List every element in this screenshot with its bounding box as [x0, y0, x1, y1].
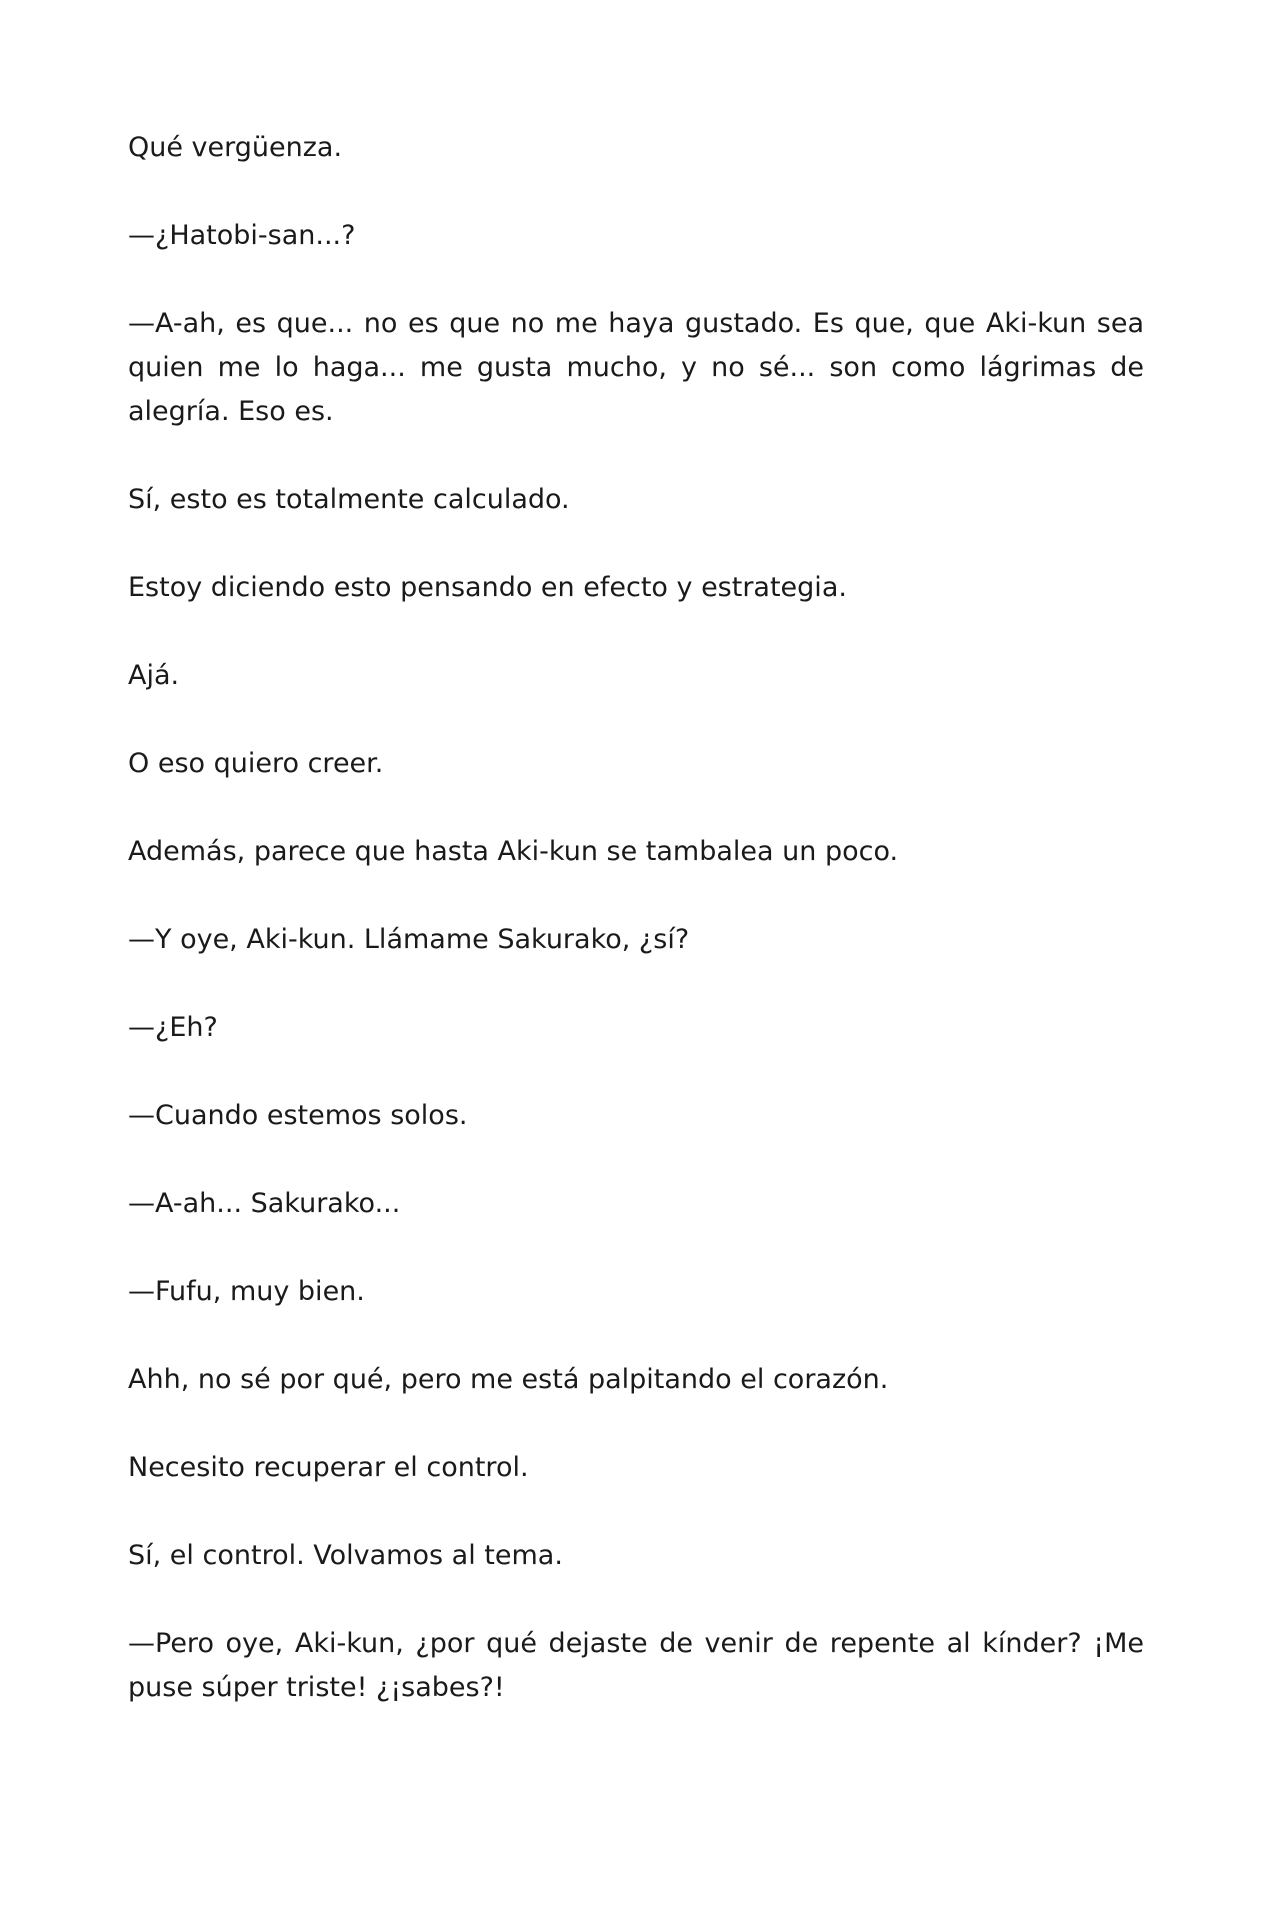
paragraph: Estoy diciendo esto pensando en efecto y estrategia.	[128, 572, 847, 603]
paragraph: —A-ah... Sakurako...	[128, 1188, 401, 1219]
paragraph: Sí, el control. Volvamos al tema.	[128, 1540, 563, 1571]
paragraph: —Y oye, Aki-kun. Llámame Sakurako, ¿sí?	[128, 924, 690, 955]
paragraph: Además, parece que hasta Aki-kun se tambalea un poco.	[128, 836, 899, 867]
paragraph: Ahh, no sé por qué, pero me está palpitando el corazón.	[128, 1364, 889, 1395]
paragraph: —¿Hatobi-san...?	[128, 220, 356, 251]
paragraph: Ajá.	[128, 660, 180, 691]
paragraph: —Cuando estemos solos.	[128, 1100, 468, 1131]
paragraph: Qué vergüenza.	[128, 132, 343, 163]
paragraph: —Pero oye, Aki-kun, ¿por qué dejaste de venir de repente al kínder? ¡Me puse súper triste! ¿¡sabes?!	[128, 1628, 1144, 1703]
paragraph: —Fufu, muy bien.	[128, 1276, 365, 1307]
paragraph: O eso quiero creer.	[128, 748, 384, 779]
paragraph: Necesito recuperar el control.	[128, 1452, 529, 1483]
document-page	[128, 126, 1144, 1754]
paragraph: —¿Eh?	[128, 1012, 218, 1043]
paragraph: Sí, esto es totalmente calculado.	[128, 484, 570, 515]
paragraph: —A-ah, es que... no es que no me haya gustado. Es que, que Aki-kun sea quien me lo haga... me gusta mucho, y no sé... son como lágrimas de alegría. Eso es.	[128, 308, 1144, 427]
